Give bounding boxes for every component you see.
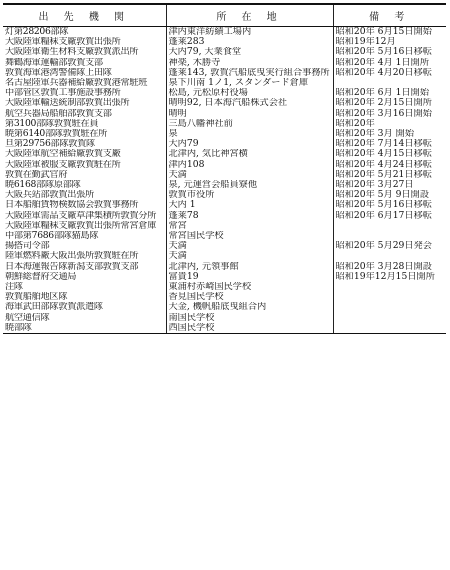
table-row <box>3 129 446 139</box>
cell-location: 松島, 元松原村役場 <box>166 88 333 98</box>
table-row <box>3 88 446 98</box>
table-body <box>3 27 446 334</box>
cell-agency: 大阪陸軍輸送統制部敦賀出張所 <box>5 98 130 109</box>
cell-remarks <box>333 323 446 334</box>
cell-agency: 灯第28206部隊 <box>5 26 69 37</box>
cell-agency: 敦賀在勤武官府 <box>5 169 68 180</box>
cell-location: 津内東洋紡績工場内 <box>166 27 333 38</box>
cell-location: 蓬莱283 <box>166 37 333 47</box>
cell-remarks: 昭和20年 3月27日 <box>333 180 446 190</box>
cell-remarks: 昭和20年 6月15日開始 <box>333 27 446 38</box>
cell-location: 天満 <box>166 251 333 261</box>
cell-remarks: 昭和20年 4月20日移転 <box>333 68 446 78</box>
cell-location: 北津内, 気比神宮横 <box>166 149 333 159</box>
table-row <box>3 37 446 47</box>
cell-location: 蓬莱78 <box>166 211 333 221</box>
cell-location: 敦賀市役所 <box>166 190 333 200</box>
cell-remarks: 昭和20年 5月16日移転 <box>333 200 446 210</box>
table-row <box>3 251 446 261</box>
cell-remarks: 昭和20年 5月16日移転 <box>333 47 446 57</box>
table-row <box>3 58 446 68</box>
table-row <box>3 160 446 170</box>
cell-remarks: 昭和20年 6月 1日開始 <box>333 88 446 98</box>
cell-agency: 敦賀船舶地区隊 <box>5 292 68 303</box>
cell-location: 三島八幡神社前 <box>166 119 333 129</box>
cell-agency: 大阪陸軍糧秣支廠敦賀出張所常宮倉庫 <box>5 220 157 231</box>
cell-remarks: 昭和19年12月 <box>333 37 446 47</box>
cell-remarks: 昭和20年 3月16日開始 <box>333 109 446 119</box>
cell-remarks: 昭和20年 6月17日移転 <box>333 211 446 221</box>
header-location: 所 在 地 <box>166 4 333 27</box>
table-row <box>3 200 446 210</box>
header-remarks: 備 考 <box>333 4 446 27</box>
table-row <box>3 149 446 159</box>
table-row <box>3 109 446 119</box>
cell-location: 大内 1 <box>166 200 333 210</box>
cell-agency: 朝鮮総督府交通局 <box>5 271 77 282</box>
table-row <box>3 211 446 221</box>
table-row <box>3 78 446 88</box>
header-agency: 出 先 機 関 <box>3 4 166 27</box>
cell-remarks: 昭和20年 5月 9日開設 <box>333 190 446 200</box>
cell-remarks <box>333 251 446 261</box>
cell-location: 晴明92, 日本海汽船株式会社 <box>166 98 333 108</box>
cell-location: 北津内, 元領事館 <box>166 262 333 272</box>
cell-location: 香見国民学校 <box>166 292 333 302</box>
cell-agency: 中部管区敦賀工事施設事務所 <box>5 88 121 99</box>
cell-remarks: 昭和20年 4月24日移転 <box>333 160 446 170</box>
cell-agency: 航空兵器局船舶部敦賀支部 <box>5 108 112 119</box>
cell-agency: 航空通信隊 <box>5 312 50 323</box>
cell-remarks: 昭和20年 <box>333 119 446 129</box>
cell-agency: 第3100部隊敦賀駐在員 <box>5 118 99 129</box>
cell-remarks: 昭和20年 5月21日移転 <box>333 170 446 180</box>
cell-remarks <box>333 231 446 241</box>
cell-agency: 日本海運報告隊新潟支部敦賀支部 <box>5 261 139 272</box>
cell-agency: 大阪陸軍衛生材料支廠敦賀派出所 <box>5 47 139 58</box>
cell-remarks: 昭和19年12月15日開所 <box>333 272 446 282</box>
cell-location: 富貴19 <box>166 272 333 282</box>
cell-location: 大内79, 大業食堂 <box>166 47 333 57</box>
table-row <box>3 323 446 334</box>
cell-location: 天満 <box>166 170 333 180</box>
cell-remarks <box>333 302 446 312</box>
cell-agency: 揚搭司令部 <box>5 241 50 252</box>
cell-agency: 大阪陸軍糧秣支廠敦賀出張所 <box>5 37 121 48</box>
cell-agency: 中部第7686部隊猫島隊 <box>5 231 99 242</box>
cell-location: 津内108 <box>166 160 333 170</box>
cell-location: 泉 <box>166 129 333 139</box>
cell-agency: 大阪陸軍航空補給廠敦賀支廠 <box>5 149 121 160</box>
cell-remarks: 昭和20年 7月14日移転 <box>333 139 446 149</box>
table-row <box>3 27 446 38</box>
cell-location: 神楽, 木勝寺 <box>166 58 333 68</box>
table-row <box>3 241 446 251</box>
cell-agency: 大阪陸軍被服支廠敦賀駐在所 <box>5 159 121 170</box>
cell-remarks <box>333 282 446 292</box>
cell-agency: 大阪兵站部敦賀出張所 <box>5 190 94 201</box>
cell-agency: 暁6168部隊原部隊 <box>5 180 81 191</box>
cell-remarks <box>333 78 446 88</box>
table-row <box>3 170 446 180</box>
cell-agency: 暁部隊 <box>3 323 166 334</box>
cell-remarks <box>333 292 446 302</box>
cell-remarks <box>333 313 446 323</box>
cell-location: 東浦村赤崎国民学校 <box>166 282 333 292</box>
table-row <box>3 98 446 108</box>
cell-location: 泉, 元運営会船員寮他 <box>166 180 333 190</box>
table-row <box>3 262 446 272</box>
cell-location: 西国民学校 <box>166 323 333 334</box>
cell-remarks <box>333 221 446 231</box>
cell-agency: 大阪陸軍需品支廠草津集積所敦賀分所 <box>5 210 157 221</box>
cell-agency: 海軍武田部隊敦賀派遣隊 <box>5 302 103 313</box>
cell-agency: 日本船舶貨物検数協会敦賀事務所 <box>5 200 139 211</box>
table-row <box>3 119 446 129</box>
table-row <box>3 282 446 292</box>
cell-location: 天満 <box>166 241 333 251</box>
table-row <box>3 190 446 200</box>
cell-remarks: 昭和20年 2月15日開所 <box>333 98 446 108</box>
table-row <box>3 231 446 241</box>
cell-agency: 旦第29756部隊敦賀隊 <box>5 139 95 150</box>
cell-location: 泉下川南 1ノ1, スタンダード倉庫 <box>166 78 333 88</box>
table-row <box>3 302 446 312</box>
cell-agency: 舞鶴海軍運輸部敦賀支部 <box>5 57 103 68</box>
cell-remarks: 昭和20年 4月15日移転 <box>333 149 446 159</box>
cell-agency: 陸軍燃料廠大阪出張所敦賀駐在所 <box>5 251 139 262</box>
table-row <box>3 139 446 149</box>
cell-location: 常宮 <box>166 221 333 231</box>
document-page <box>3 3 446 566</box>
cell-remarks: 昭和20年 5月29日発会 <box>333 241 446 251</box>
agency-table <box>3 3 446 334</box>
header-row <box>3 4 446 27</box>
cell-agency: 敦賀海軍港湾警備隊上田隊 <box>5 67 112 78</box>
table-row <box>3 221 446 231</box>
cell-agency: 名古屋陸軍兵器補給廠敦賀港常駐班 <box>5 78 148 89</box>
cell-location: 大金, 機帆船底曳組合内 <box>166 302 333 312</box>
table-row <box>3 180 446 190</box>
cell-location: 南国民学校 <box>166 313 333 323</box>
table-row <box>3 313 446 323</box>
cell-remarks: 昭和20年 3月 開始 <box>333 129 446 139</box>
table-row <box>3 68 446 78</box>
cell-remarks: 昭和20年 4月 1日開所 <box>333 58 446 68</box>
cell-location: 蓬莱143, 敦賀汽船底曳実行組合事務所 <box>166 68 333 78</box>
cell-remarks: 昭和20年 3月28日開設 <box>333 262 446 272</box>
cell-location: 常宮国民学校 <box>166 231 333 241</box>
cell-agency: 暁第6140部隊敦賀駐在所 <box>5 129 108 140</box>
table-row <box>3 47 446 57</box>
cell-agency: 注隊 <box>5 282 23 293</box>
cell-location: 晴明 <box>166 109 333 119</box>
table-row <box>3 272 446 282</box>
table-row <box>3 292 446 302</box>
cell-location: 大内79 <box>166 139 333 149</box>
